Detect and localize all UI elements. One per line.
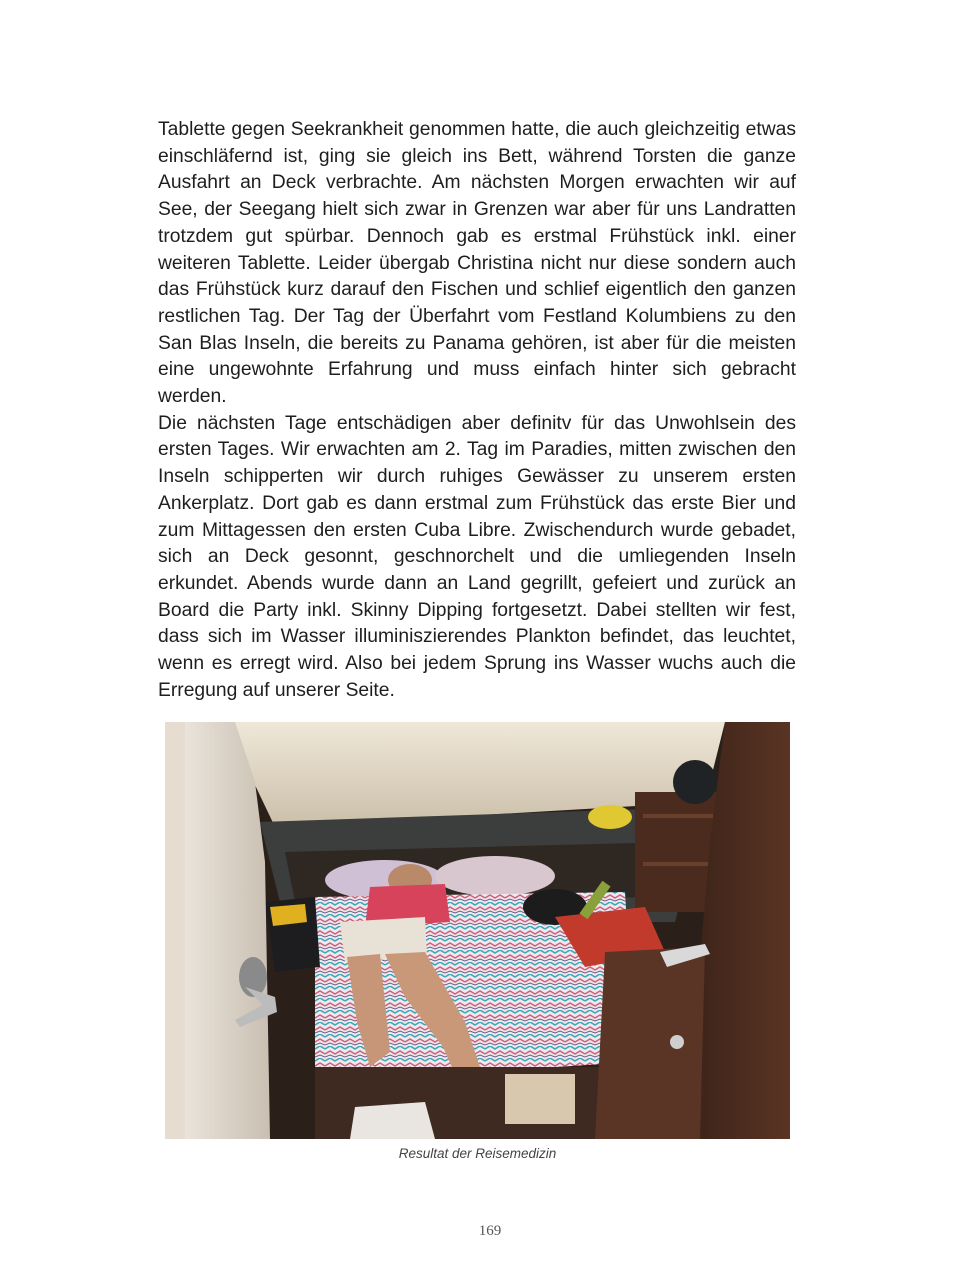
page-number: 169 xyxy=(478,1223,502,1239)
cabin-photo xyxy=(165,722,790,1139)
paragraph: Die nächsten Tage entschädigen aber definitv für das Unwohlsein des ersten Tages. Wir erwachten am 2. Tag im Paradies, mitten zwischen den Inseln schipperten wir durch ruhiges Gewässer zu unserem ersten Ankerplatz. Dort gab es dann erstmal zum Frühstück das erste Bier und zum Mittagessen den ersten Cuba Libre. Zwischendurch wurde gebadet, sich an Deck gesonnt, geschnorchelt und die umliegenden Inseln erkundet. Abends wurde dann an Land gegrillt, gefeiert und zurück an Board die Party inkl. Skinny Dipping fortgesetzt. Dabei stellten wir fest, dass sich im Wasser illuminiszierendes Plankton befindet, das leuchtet, wenn es erregt wird. Also bei jedem Sprung ins Wasser wuchs auch die Erregung auf unserer Seite. xyxy=(158,412,796,701)
figure-caption: Resultat der Reisemedizin xyxy=(398,1146,557,1161)
paragraph: Tablette gegen Seekrankheit genommen hatte, die auch gleichzeitig etwas einschläfernd ist, ging sie gleich ins Bett, während Torsten die ganze Ausfahrt an Deck verbrachte. Am nächsten Morgen erwachten wir auf See, der Seegang hielt sich zwar in Grenzen war aber für uns Landratten trotzdem gut spürbar. Dennoch gab es erstmal Frühstück inkl. einer weiteren Tablette. Leider übergab Christina nicht nur diese sondern auch das Frühstück kurz darauf den Fischen und schlief eigentlich den ganzen restlichen Tag. Der Tag der Überfahrt vom Festland Kolumbiens zu den San Blas Inseln, die bereits zu Panama gehören, ist aber für die meisten eine ungewohnte Erfahrung und muss einfach hinter sich gebracht werden. xyxy=(158,119,796,408)
body-text xyxy=(158,117,796,704)
